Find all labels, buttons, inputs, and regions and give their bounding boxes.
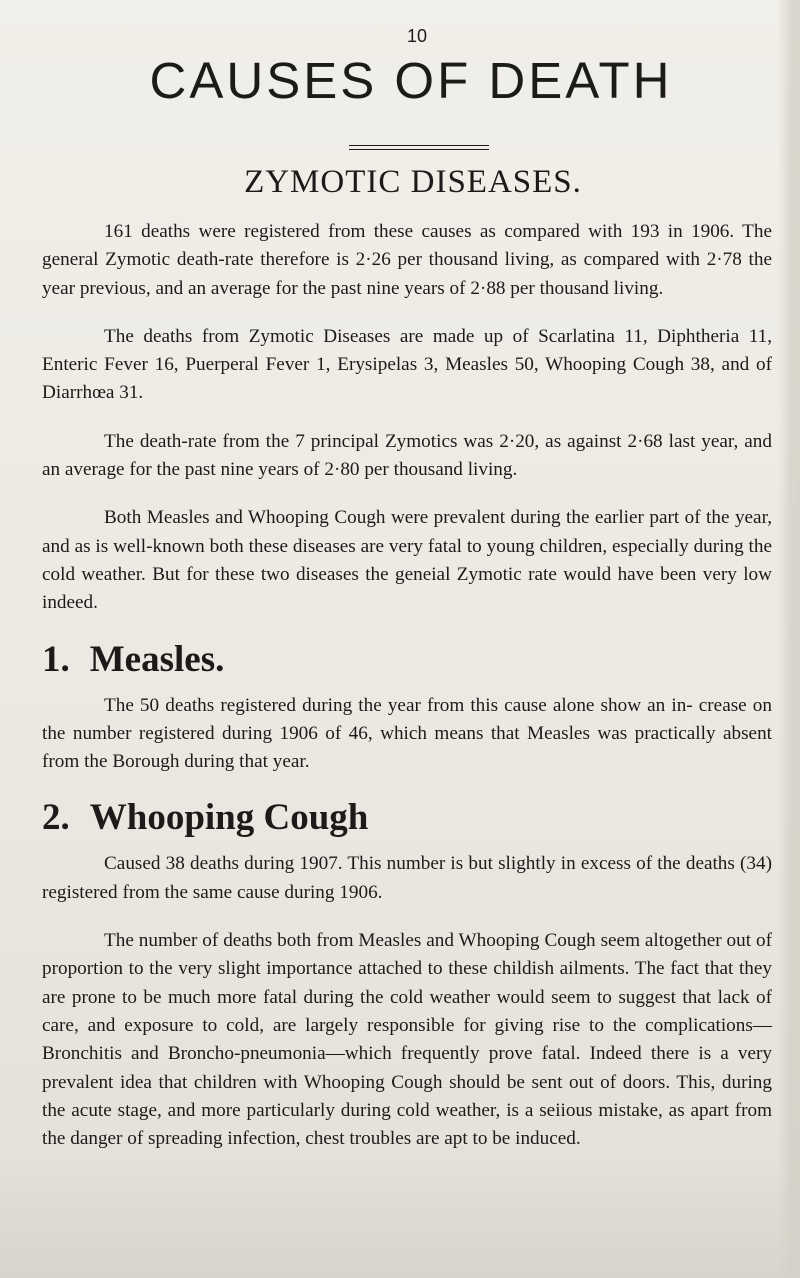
title-divider <box>349 145 489 150</box>
whooping-cough-heading-text: Whooping Cough <box>89 797 369 839</box>
measles-heading-text: Measles. <box>89 638 225 680</box>
intro-paragraph-3: The death-rate from the 7 principal Zymotics was 2·20, as against 2·68 last year, and an average for the past nine years of 2·80 per thousand living. <box>42 430 772 481</box>
whooping-cough-heading-number: 2. <box>42 797 70 839</box>
intro-paragraph-1: 161 deaths were registered from these causes as compared with 193 in 1906. The general Zymotic death-rate therefore is 2·26 per thousand living, as compared with 2·78 the year previous, and an average for the past nine years of 2·88 per thousand living. <box>42 221 772 299</box>
measles-heading <box>42 638 772 682</box>
whooping-cough-heading <box>42 796 772 840</box>
intro-paragraph-2: The deaths from Zymotic Diseases are made up of Scarlatina 11, Diphtheria 11, Enteric Fever 16, Puerperal Fever 1, Erysipelas 3, Measles 50, Whooping Cough 38, and of Diarrhœa 31. <box>42 325 772 404</box>
section-title: ZYMOTIC DISEASES. <box>244 164 582 200</box>
whooping-cough-paragraph-1: Caused 38 deaths during 1907. This number is but slightly in excess of the deaths (34) registered from the same cause during 1906. <box>42 853 772 903</box>
page-title: CAUSES OF DEATH <box>149 52 673 109</box>
intro-paragraph-4: Both Measles and Whooping Cough were prevalent during the earlier part of the year, and as is well-known both these diseases are very fatal to young children, especially during the cold weather. But for these two diseases the geneial Zymotic rate would have been very low indeed. <box>42 507 772 614</box>
measles-paragraph-1: The 50 deaths registered during the year from this cause alone show an in- crease on the number registered during 1906 of 46, which means that Measles was practically absent from the Borough during that year. <box>42 694 772 773</box>
measles-heading-number: 1. <box>42 638 70 680</box>
page-bottom-shade <box>0 1158 800 1278</box>
document-body <box>42 26 772 1173</box>
page-edge-shadow <box>778 0 800 1278</box>
whooping-cough-paragraph-2: The number of deaths both from Measles and Whooping Cough seem altogether out of proportion to the very slight importance attached to these childish ailments. The fact that they are prone to be much more fatal during the cold weather would seem to suggest that lack of care, and exposure to cold, are largely responsible for giving rise to the complications—Bronchitis and Broncho-pneumonia—which frequently prove fatal. Indeed there is a very prevalent idea that children with Whooping Cough should be sent out of doors. This, during the acute stage, and more particularly during cold weather, is a seiious mistake, as apart from the danger of spreading infection, chest troubles are apt to be induced. <box>42 930 772 1150</box>
page-number: 10 <box>406 26 428 46</box>
